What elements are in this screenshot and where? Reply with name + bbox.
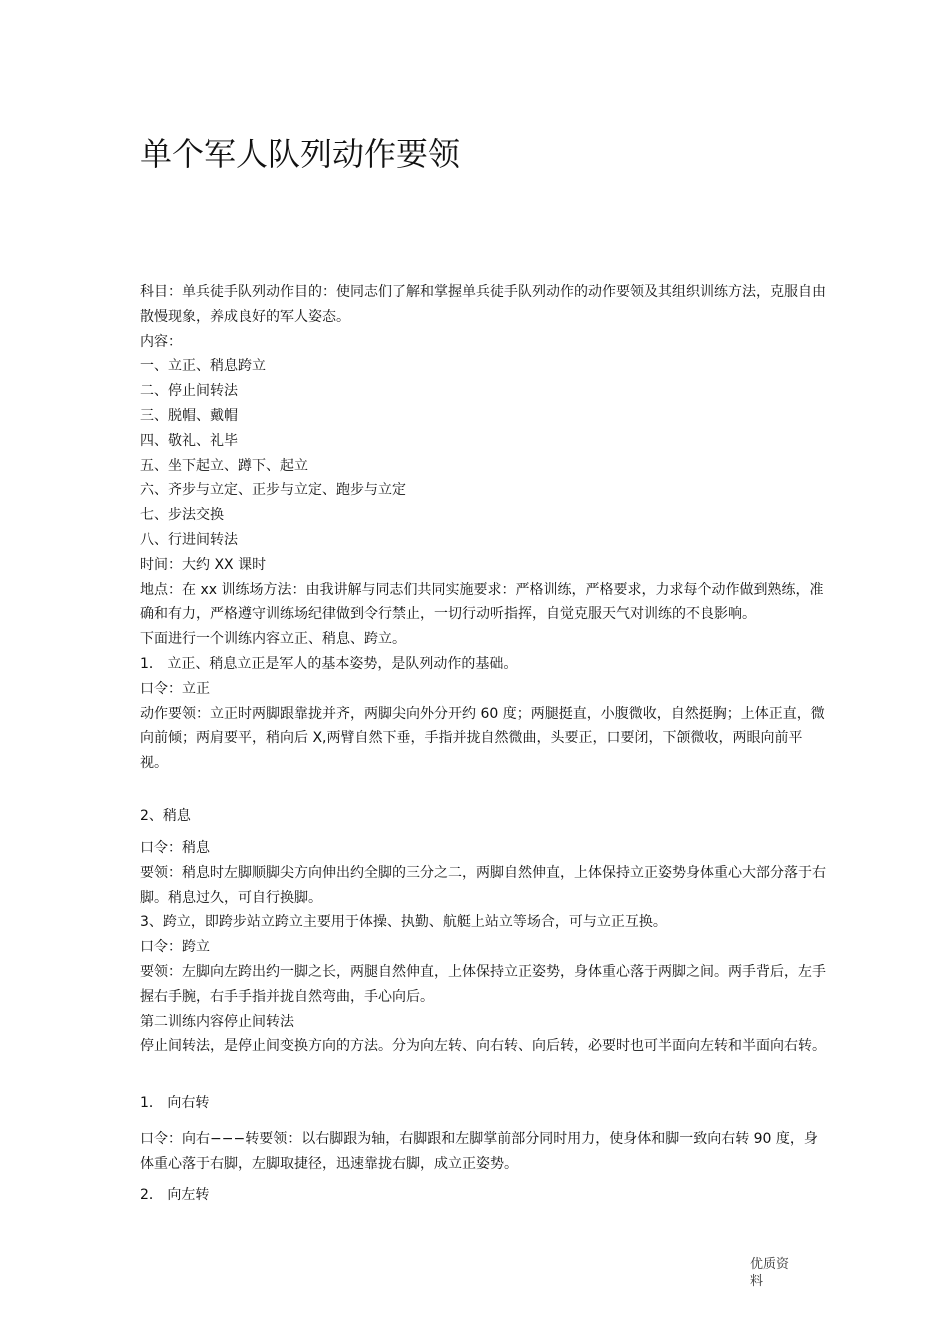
heading-at-ease: 2、稍息 xyxy=(140,808,191,824)
list-item-7: 七、步法交换 xyxy=(140,507,224,524)
paragraph-at-ease-essentials: 要领：稍息时左脚顺脚尖方向伸出约全脚的三分之二，两脚自然伸直，上体保持立正姿势身体重心大部分落于右脚。稍息过久，可自行换脚。 xyxy=(140,864,826,906)
footer-quality-mark: 优质资料 xyxy=(750,1257,790,1289)
list-item-5: 五、坐下起立、蹲下、起立 xyxy=(140,457,308,474)
list-item-4: 四、敬礼、礼毕 xyxy=(140,432,238,449)
heading-second-training-content: 第二训练内容停止间转法 xyxy=(140,1013,294,1030)
document-body-part-2 xyxy=(140,804,830,829)
paragraph-right-face-essentials: 口令：向右−−−转要领：以右脚跟为轴，右脚跟和左脚掌前部分同时用力，使身体和脚一致向右转 90 度，身体重心落于右脚，左脚取捷径，迅速靠拢右脚，成立正姿势。 xyxy=(140,1131,818,1172)
document-body-part-5 xyxy=(140,1127,830,1177)
paragraph-objective: 科目：单兵徒手队列动作目的：使同志们了解和掌握单兵徒手队列动作的动作要领及其组织训练方法，克服自由散慢现象，养成良好的军人姿态。 xyxy=(140,284,826,325)
paragraph-stationary-turns: 停止间转法，是停止间变换方向的方法。分为向左转、向右转、向后转，必要时也可半面向左转和半面向右转。 xyxy=(140,1038,826,1055)
paragraph-location-method: 地点：在 xx 训练场方法：由我讲解与同志们共同实施要求：严格训练，严格要求，力求每个动作做到熟练，准确和有力，严格遵守训练场纪律做到令行禁止，一切行动听指挥，自觉克服天气对训练的不良影响。 xyxy=(140,581,824,623)
heading-left-face: 2． 向左转 xyxy=(140,1187,210,1203)
paragraph-command-attention: 口令：立正 xyxy=(140,680,210,697)
paragraph-attention-essentials: 动作要领：立正时两脚跟靠拢并齐，两脚尖向外分开约 60 度；两腿挺直，小腹微收，自然挺胸；上体正直，微向前倾；两肩要平，稍向后 X,两臂自然下垂，手指并拢自然微曲，头要正，口要闭，下颌微收，两眼向前平视。 xyxy=(140,705,825,772)
paragraph-command-parade-rest: 口令：跨立 xyxy=(140,939,210,956)
paragraph-parade-rest: 3、跨立，即跨步站立跨立主要用于体操、执勤、航艇上站立等场合，可与立正互换。 xyxy=(140,914,667,931)
document-body-part-3 xyxy=(140,836,830,1059)
document-body-part-6 xyxy=(140,1183,830,1208)
paragraph-content-label: 内容： xyxy=(140,333,182,350)
list-item-1: 一、立正、稍息跨立 xyxy=(140,358,266,375)
paragraph-standing-basic: 1． 立正、稍息立正是军人的基本姿势，是队列动作的基础。 xyxy=(140,655,518,672)
list-item-8: 八、行进间转法 xyxy=(140,531,238,548)
list-item-6: 六、齐步与立定、正步与立定、跑步与立定 xyxy=(140,482,406,499)
list-item-2: 二、停止间转法 xyxy=(140,383,238,400)
list-item-3: 三、脱帽、戴帽 xyxy=(140,407,238,424)
document-body-part-1 xyxy=(140,280,830,776)
paragraph-time: 时间：大约 XX 课时 xyxy=(140,556,267,573)
paragraph-parade-rest-essentials: 要领：左脚向左跨出约一脚之长，两腿自然伸直，上体保持立正姿势，身体重心落于两脚之间。两手背后，左手握右手腕，右手手指并拢自然弯曲，手心向后。 xyxy=(140,963,826,1005)
document-title: 单个军人队列动作要领 xyxy=(140,135,461,173)
paragraph-section-intro: 下面进行一个训练内容立正、稍息、跨立。 xyxy=(140,631,406,648)
document-body-part-4 xyxy=(140,1091,830,1116)
heading-right-face: 1． 向右转 xyxy=(140,1095,210,1111)
paragraph-command-at-ease: 口令：稍息 xyxy=(140,840,210,856)
